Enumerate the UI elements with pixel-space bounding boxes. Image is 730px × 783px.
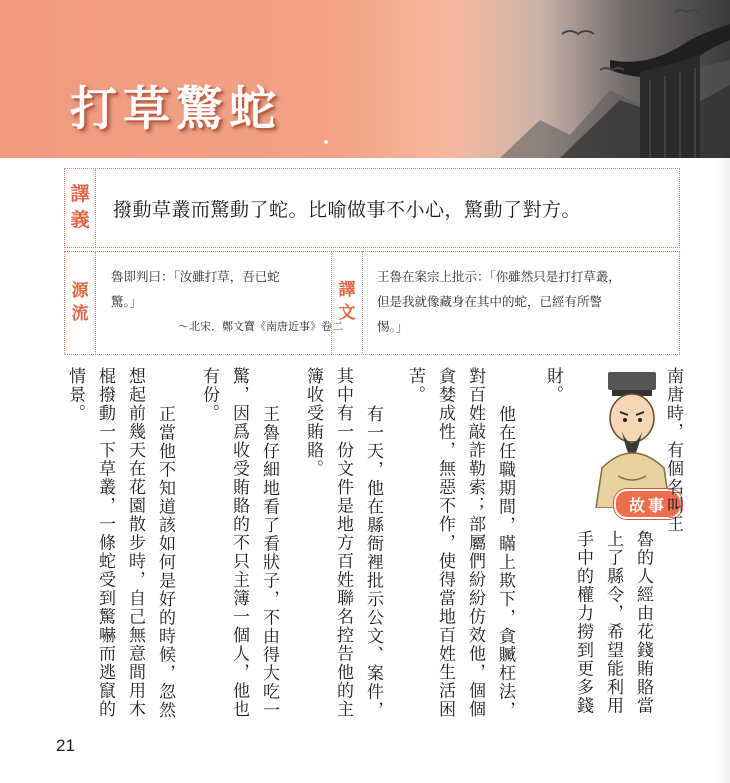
origin-line-2: 驚。」: [111, 294, 143, 309]
page-title: 打草驚蛇: [70, 82, 282, 137]
story-column-13: 王魯仔細地看了看狀子，不由得大吃一: [259, 405, 279, 720]
story-column-6: 他在任職期間，瞞上欺下，貪贓枉法，: [495, 405, 515, 720]
origin-citation: ～北宋．鄭文寶《南唐近事》卷二: [178, 320, 343, 333]
story-badge: 故事: [614, 489, 682, 519]
translation-line-2: 但是我就像藏身在其中的蛇，已經有所警: [377, 294, 603, 309]
page-fold-shadow: [716, 158, 730, 783]
translation-label-char-1: 譯: [338, 280, 356, 301]
story-column-9: 苦。: [405, 367, 425, 404]
story-column-10: 有一天，他在縣衙裡批示公文、案件，: [363, 405, 383, 720]
translation-line-3: 惕。」: [377, 319, 409, 334]
origin-quote: [111, 264, 343, 339]
page-number: 21: [56, 736, 75, 755]
story-column-1: 南唐時，有個名叫王: [663, 367, 683, 534]
meaning-label: [65, 169, 96, 247]
translation-text: [377, 264, 667, 339]
meaning-label-char-2: 義: [70, 209, 90, 231]
story-column-17: 想起前幾天在花園散步時，自己無意間用木: [125, 367, 145, 719]
story-column-2: 魯的人經由花錢賄賂當: [633, 530, 653, 715]
origin-line-1: 魯即判曰：「汝雖打草，吾已蛇: [111, 269, 280, 284]
header-banner: [0, 0, 730, 158]
story-column-12: 簿收受賄賂。: [303, 367, 323, 478]
story-column-19: 情景。: [65, 367, 85, 423]
story-column-5: 財。: [543, 367, 563, 404]
meaning-text: 撥動草叢而驚動了蛇。比喻做事不小心，驚動了對方。: [113, 198, 582, 221]
meaning-label-char-1: 譯: [70, 183, 90, 206]
origin-label: [65, 252, 96, 354]
origin-label-char-2: 流: [71, 304, 89, 324]
title-dot: [324, 140, 328, 144]
meaning-box: [64, 168, 680, 248]
story-column-11: 其中有一份文件是地方百姓聯名控告他的主: [333, 367, 353, 719]
temple-roof-illustration: [500, 0, 730, 158]
story-column-4: 手中的權力撈到更多錢: [573, 530, 593, 715]
origin-translation-box: [64, 251, 680, 355]
story-column-3: 上了縣令，希望能利用: [603, 530, 623, 715]
story-column-15: 有份。: [199, 367, 219, 423]
translation-label: [331, 251, 363, 353]
story-column-14: 驚，因爲收受賄賂的不只主簿一個人，他也: [229, 367, 249, 719]
story-column-7: 對百姓敲詐勒索；部屬們紛紛仿效他，個個: [465, 367, 485, 719]
story-column-16: 正當他不知道該如何是好的時候，忽然: [155, 405, 175, 720]
story-column-18: 棍撥動一下草叢，一條蛇受到驚嚇而逃竄的: [95, 367, 115, 719]
translation-label-char-2: 文: [338, 303, 356, 323]
translation-line-1: 王魯在案宗上批示：「你雖然只是打打草叢，: [377, 269, 621, 284]
origin-label-char-1: 源: [71, 281, 89, 302]
story-column-8: 貪婪成性，無惡不作，使得當地百姓生活困: [435, 367, 455, 719]
